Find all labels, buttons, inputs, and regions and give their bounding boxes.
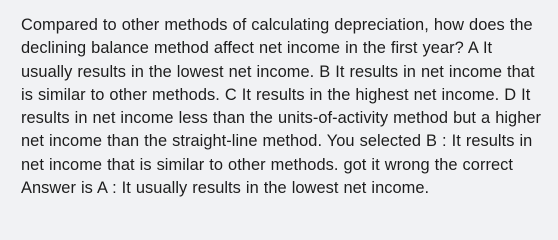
question-text: Compared to other methods of calculating depreciation, how does the declining balance method affect net income in the first year? A It usually results in the lowest net income. B It results in net income that is similar to other methods. C It results in the highest net income. D It results in net income less than the units-of-activity method but a higher net income than the straight-line method. You selected B : It results in net income that is similar to other methods. got it wrong the correct Answer is A : It usually results in the lowest net income. <box>21 16 542 198</box>
